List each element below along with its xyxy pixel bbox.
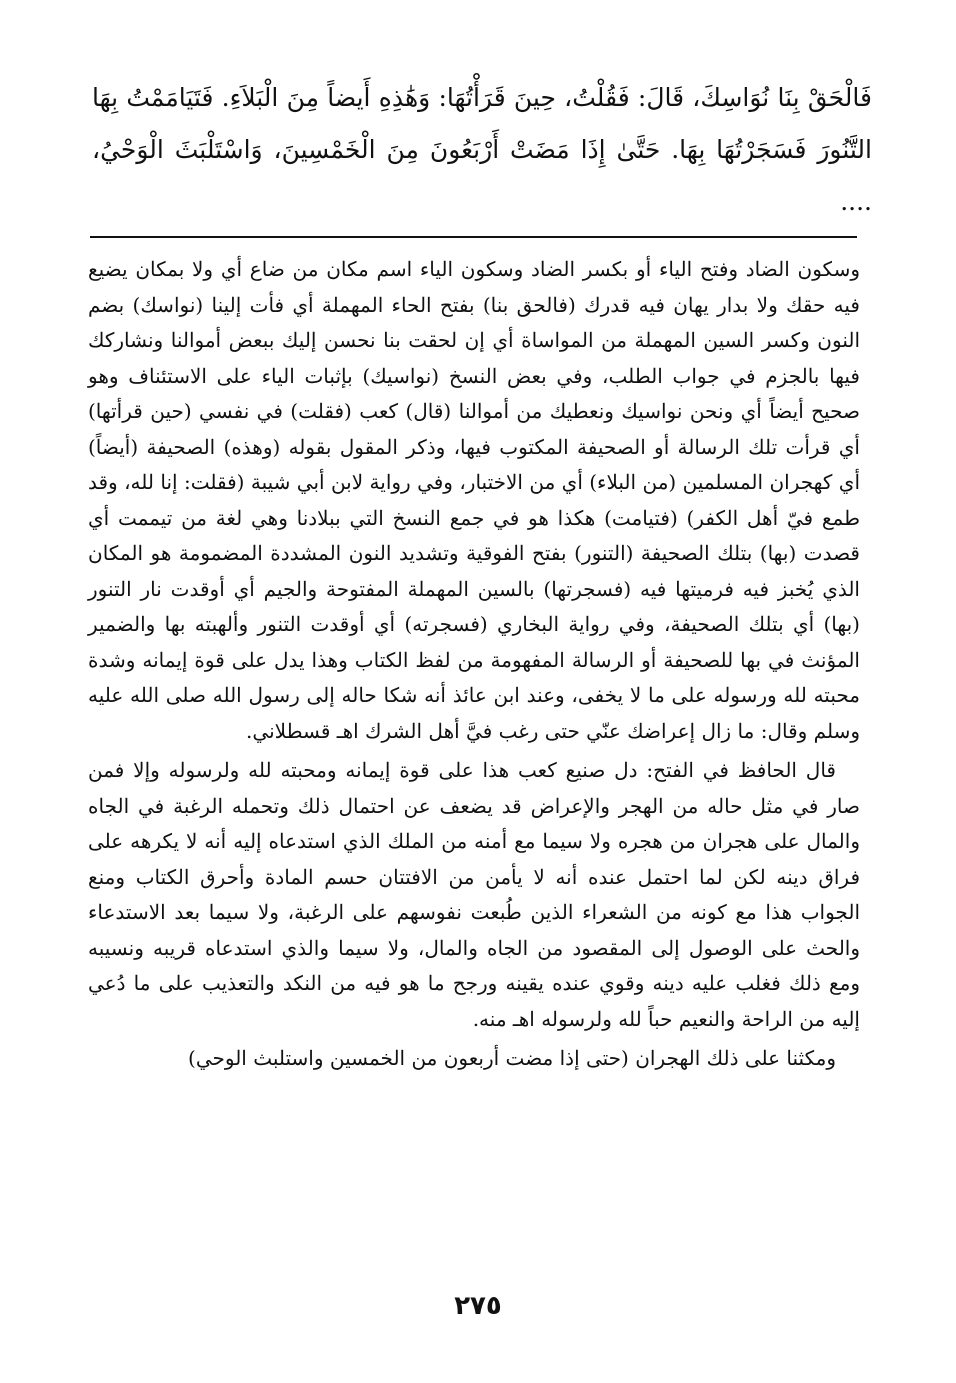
hadith-text [92, 72, 872, 228]
commentary-paragraph-2: قال الحافظ في الفتح: دل صنيع كعب هذا على قوة إيمانه ومحبته لله ولرسوله وإلا فمن صار في مثل حاله من الهجر والإعراض قد يضعف عن احتمال ذلك وتحمله الرغبة في الجاه والمال على هجران من هجره ولا سيما مع أمنه من الملك الذي استدعاه إليه أنه لا يكرهه على فراق دينه لكن لما احتمل عنده أنه لا يأمن من الافتتان حسم المادة وأحرق الكتاب ومنع الجواب هذا مع كونه من الشعراء الذين طُبعت نفوسهم على الرغبة، ولا سيما بعد الاستدعاء والحث على الوصول إلى المقصود من الجاه والمال، ولا سيما والذي استدعاه قريبه ونسيبه ومع ذلك فغلب عليه دينه وقوي عنده يقينه ورجح ما هو فيه من النكد والتعذيب على ما دُعي إليه من الراحة والنعيم حباً لله ولرسوله اهـ منه. [88, 758, 860, 1031]
hadith-paragraph: فَالْحَقْ بِنَا نُوَاسِكَ، قَالَ: فَقُلْتُ، حِينَ قَرَأْتُهَا: وَهَٰذِهِ أَيضاً مِنَ الْبَلاَءِ. فَتَيَامَمْتُ بِهَا التَّنُورَ فَسَجَرْتُهَا بِهَا. حَتَّىٰ إِذَا مَضَتْ أَرْبَعُونَ مِنَ الْخَمْسِينَ، وَاسْتَلْبَثَ الْوَحْيُ، .... [92, 83, 872, 216]
commentary [88, 252, 860, 1077]
footnote-divider [90, 236, 857, 238]
page-number: ٢٧٥ [454, 1291, 502, 1321]
commentary-paragraph-1: وسكون الضاد وفتح الياء أو بكسر الضاد وسكون الياء اسم مكان من ضاع أي ولا بمكان يضيع فيه حقك ولا بدار يهان فيه قدرك (فالحق بنا) بفتح الحاء المهملة أي فأت إلينا (نواسك) بضم النون وكسر السين المهملة من المواساة أي إن لحقت بنا نحسن إليك ببعض أموالنا ونشاركك فيها بالجزم في جواب الطلب، وفي بعض النسخ (نواسيك) بإثبات الياء على الاستئناف وهو صحيح أيضاً أي ونحن نواسيك ونعطيك من أموالنا (قال) كعب (فقلت) في نفسي (حين قرأتها) أي قرأت تلك الرسالة أو الصحيفة المكتوب فيها، وذكر المقول بقوله (وهذه) الصحيفة (أيضاً) أي كهجران المسلمين (من البلاء) أي من الاختبار، وفي رواية لابن أبي شيبة (فقلت: إنا لله، وقد طمع فيّ أهل الكفر) (فتيامت) هكذا هو في جمع النسخ التي ببلادنا وهي لغة من تيممت أي قصدت (بها) بتلك الصحيفة (التنور) بفتح الفوقية وتشديد النون المشددة المضمومة هو المكان الذي يُخبز فيه فرميتها فيه (فسجرتها) بالسين المهملة المفتوحة والجيم أي أوقدت نار التنور (بها) أي بتلك الصحيفة، وفي رواية البخاري (فسجرته) أي أوقدت التنور وألهبته بها والضمير المؤنث في بها للصحيفة أو الرسالة المفهومة من لفظ الكتاب وهذا يدل على قوة إيمانه وشدة محبته لله ورسوله على ما لا يخفى، وعند ابن عائذ أنه شكا حاله إلى رسول الله صلى الله عليه وسلم وقال: ما زال إعراضك عنّي حتى رغب فيَّ أهل الشرك اهـ قسطلاني. [88, 257, 861, 743]
commentary-paragraph-3: ومكثنا على ذلك الهجران (حتى إذا مضت أربعون من الخمسين واستلبث الوحي) [188, 1046, 836, 1070]
